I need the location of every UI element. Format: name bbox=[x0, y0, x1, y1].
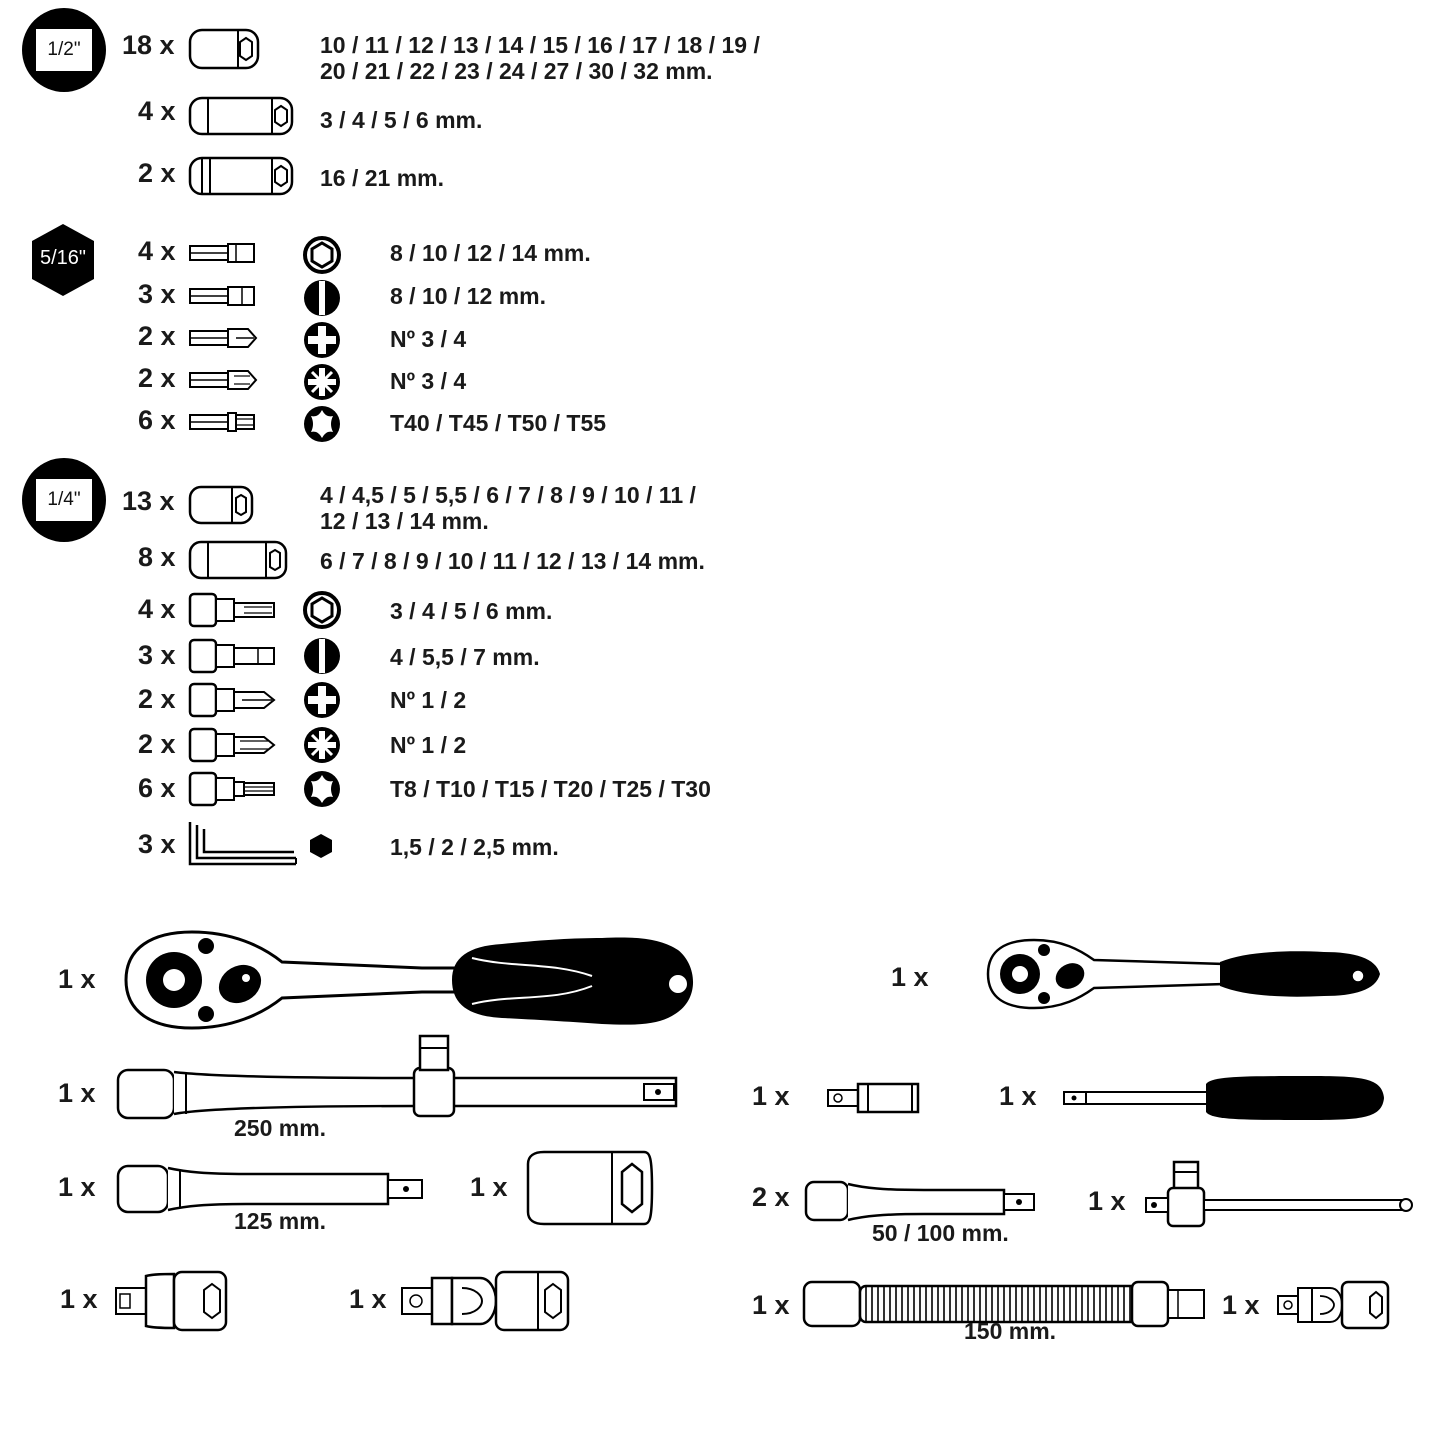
qty-quarter-row-3: 4 x bbox=[138, 594, 176, 624]
qty-quarter-row-8: 3 x bbox=[138, 829, 176, 859]
hex-key-set-icon bbox=[186, 820, 302, 868]
quarter-torx-tip-icon bbox=[302, 769, 342, 809]
qty-big-ratchet: 1 x bbox=[58, 964, 96, 994]
qty-516-row-1: 4 x bbox=[138, 236, 176, 266]
pozidriv-bit-icon bbox=[188, 369, 260, 393]
bit-screwdriver-handle-icon bbox=[1062, 1072, 1390, 1124]
qty-universal-joint-small: 1 x bbox=[1222, 1290, 1260, 1320]
qty-big-socket: 1 x bbox=[470, 1172, 508, 1202]
quarter-deep-socket-icon bbox=[188, 538, 292, 582]
hex-key-tip-icon bbox=[308, 833, 334, 859]
extension-50-100-length: 50 / 100 mm. bbox=[872, 1220, 1009, 1246]
quarter-torx-bit-socket-icon bbox=[188, 771, 278, 807]
spec-quarter-row-8: 1,5 / 2 / 2,5 mm. bbox=[390, 834, 559, 860]
quarter-pozidriv-tip-icon bbox=[302, 725, 342, 765]
quarter-short-socket-icon bbox=[188, 483, 258, 527]
qty-t-bar-big: 1 x bbox=[58, 1078, 96, 1108]
spec-516-row-4: Nº 3 / 4 bbox=[390, 368, 467, 394]
quarter-phillips-bit-socket-icon bbox=[188, 682, 278, 718]
spec-516-row-5: T40 / T45 / T50 / T55 bbox=[390, 410, 607, 436]
spec-quarter-row-6: Nº 1 / 2 bbox=[390, 732, 467, 758]
hex-tip-icon bbox=[302, 235, 342, 275]
half-inch-badge bbox=[22, 8, 106, 92]
t-bar-250-icon bbox=[116, 1032, 686, 1124]
spec-half-row-1-line-1: 10 / 11 / 12 / 13 / 14 / 15 / 16 / 17 / 18 / 19 / bbox=[320, 32, 760, 58]
qty-516-row-3: 2 x bbox=[138, 321, 176, 351]
short-socket-icon bbox=[188, 26, 264, 72]
slotted-tip-icon bbox=[302, 278, 342, 318]
spec-quarter-row-1-line-1: 4 / 4,5 / 5 / 5,5 / 6 / 7 / 8 / 9 / 10 / 11 / bbox=[320, 482, 696, 508]
quarter-hex-bit-socket-icon bbox=[188, 592, 278, 628]
qty-adapter-socket: 1 x bbox=[60, 1284, 98, 1314]
qty-quarter-row-6: 2 x bbox=[138, 729, 176, 759]
torx-bit-icon bbox=[188, 411, 260, 435]
sliding-t-bar-small-icon bbox=[1144, 1158, 1416, 1230]
spec-quarter-row-4: 4 / 5,5 / 7 mm. bbox=[390, 644, 540, 670]
spec-half-row-1-line-2: 20 / 21 / 22 / 23 / 24 / 27 / 30 / 32 mm. bbox=[320, 58, 713, 84]
qty-quarter-row-1: 13 x bbox=[122, 486, 175, 516]
torx-tip-icon bbox=[302, 404, 342, 444]
qty-quarter-row-7: 6 x bbox=[138, 773, 176, 803]
quarter-inch-badge-label: 1/4" bbox=[36, 479, 92, 521]
t-bar-250-length: 250 mm. bbox=[234, 1115, 327, 1141]
spec-half-row-2: 3 / 4 / 5 / 6 mm. bbox=[320, 107, 483, 133]
qty-screwdriver-handle: 1 x bbox=[999, 1081, 1037, 1111]
qty-quarter-row-2: 8 x bbox=[138, 542, 176, 572]
qty-t-bar-small: 1 x bbox=[1088, 1186, 1126, 1216]
universal-joint-big-icon bbox=[400, 1270, 572, 1332]
big-drive-socket-icon bbox=[524, 1150, 656, 1226]
big-ratchet-icon bbox=[122, 928, 706, 1032]
quarter-slotted-bit-socket-icon bbox=[188, 638, 278, 674]
qty-516-row-2: 3 x bbox=[138, 279, 176, 309]
qty-universal-joint-big: 1 x bbox=[349, 1284, 387, 1314]
qty-small-ratchet: 1 x bbox=[891, 962, 929, 992]
spark-plug-socket-icon bbox=[188, 154, 298, 200]
flex-extension-length: 150 mm. bbox=[964, 1318, 1057, 1344]
spec-quarter-row-2: 6 / 7 / 8 / 9 / 10 / 11 / 12 / 13 / 14 mm. bbox=[320, 548, 705, 574]
drive-adapter-socket-icon bbox=[114, 1270, 230, 1332]
qty-half-row-1: 18 x bbox=[122, 30, 175, 60]
quarter-phillips-tip-icon bbox=[302, 680, 342, 720]
qty-516-row-5: 6 x bbox=[138, 405, 176, 435]
pozidriv-tip-icon bbox=[302, 362, 342, 402]
socket-adapter-icon bbox=[826, 1082, 922, 1114]
quarter-hex-tip-icon bbox=[302, 590, 342, 630]
qty-flex-extension: 1 x bbox=[752, 1290, 790, 1320]
phillips-bit-icon bbox=[188, 327, 260, 351]
extension-125-icon bbox=[116, 1164, 428, 1214]
extension-50-100-icon bbox=[804, 1180, 1040, 1222]
quarter-inch-badge bbox=[22, 458, 106, 542]
qty-half-row-3: 2 x bbox=[138, 158, 176, 188]
universal-joint-small-icon bbox=[1276, 1280, 1392, 1330]
quarter-slotted-tip-icon bbox=[302, 636, 342, 676]
qty-quarter-row-5: 2 x bbox=[138, 684, 176, 714]
hex-bit-icon bbox=[188, 242, 260, 266]
qty-516-row-4: 2 x bbox=[138, 363, 176, 393]
quarter-pozidriv-bit-socket-icon bbox=[188, 727, 278, 763]
qty-half-row-2: 4 x bbox=[138, 96, 176, 126]
spec-516-row-2: 8 / 10 / 12 mm. bbox=[390, 283, 546, 309]
qty-extension-small: 2 x bbox=[752, 1182, 790, 1212]
qty-adapter: 1 x bbox=[752, 1081, 790, 1111]
extension-125-length: 125 mm. bbox=[234, 1208, 327, 1234]
slotted-bit-icon bbox=[188, 285, 260, 309]
half-inch-badge-label: 1/2" bbox=[36, 29, 92, 71]
spec-quarter-row-5: Nº 1 / 2 bbox=[390, 687, 467, 713]
spec-516-row-3: Nº 3 / 4 bbox=[390, 326, 467, 352]
deep-socket-icon bbox=[188, 94, 298, 140]
spec-quarter-row-3: 3 / 4 / 5 / 6 mm. bbox=[390, 598, 553, 624]
spec-quarter-row-7: T8 / T10 / T15 / T20 / T25 / T30 bbox=[390, 776, 711, 802]
phillips-tip-icon bbox=[302, 320, 342, 360]
qty-extension-125: 1 x bbox=[58, 1172, 96, 1202]
spec-516-row-1: 8 / 10 / 12 / 14 mm. bbox=[390, 240, 591, 266]
spec-quarter-row-1-line-2: 12 / 13 / 14 mm. bbox=[320, 508, 489, 534]
small-ratchet-icon bbox=[984, 936, 1384, 1012]
qty-quarter-row-4: 3 x bbox=[138, 640, 176, 670]
spec-half-row-3: 16 / 21 mm. bbox=[320, 165, 445, 191]
five-sixteenth-badge-label: 5/16" bbox=[39, 247, 87, 269]
